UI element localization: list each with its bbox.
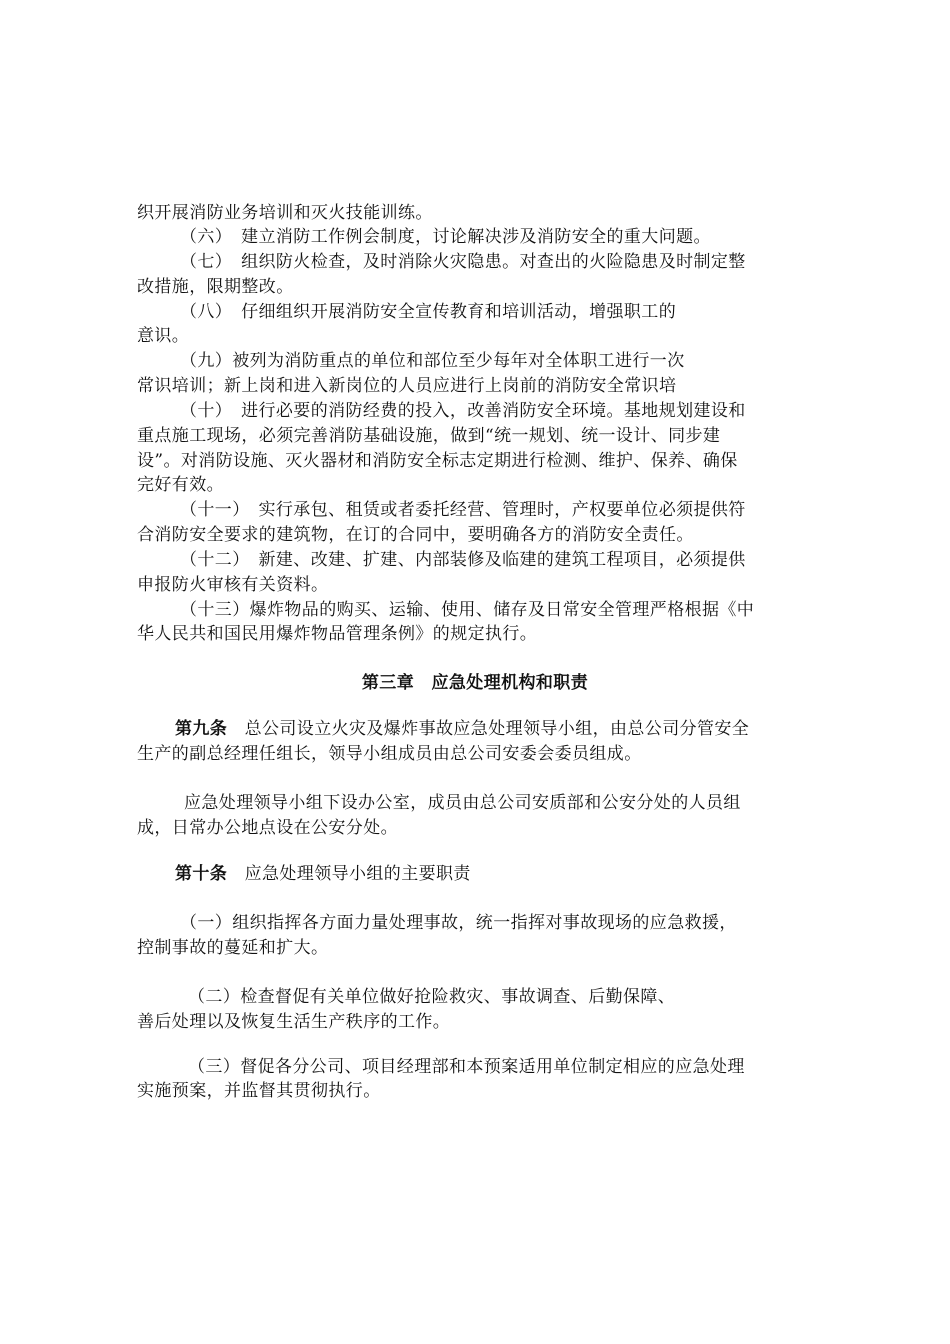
item-7-line: （七） 组织防火检查，及时消除火灾隐患。对查出的火险隐患及时制定整	[180, 252, 746, 272]
text-line: 控制事故的蔓延和扩大。	[137, 938, 329, 958]
item-6-line: （六） 建立消防工作例会制度，讨论解决涉及消防安全的重大问题。	[180, 227, 711, 247]
article-9-para2-line: 应急处理领导小组下设办公室，成员由总公司安质部和公安分处的人员组	[184, 793, 741, 813]
text-line: 重点施工现场，必须完善消防基础设施，做到“统一规划、统一设计、同步建	[137, 426, 721, 446]
text-line: 善后处理以及恢复生活生产秩序的工作。	[137, 1012, 451, 1032]
item-10-line: （十） 进行必要的消防经费的投入，改善消防安全环境。基地规划建设和	[180, 401, 746, 421]
duty-3-line: （三）督促各分公司、项目经理部和本预案适用单位制定相应的应急处理	[188, 1057, 745, 1077]
text-line: 合消防安全要求的建筑物，在订的合同中，要明确各方的消防安全责任。	[137, 525, 694, 545]
text-line: 申报防火审核有关资料。	[137, 575, 329, 595]
text-line: 生产的副总经理任组长，领导小组成员由总公司安委会委员组成。	[137, 744, 642, 764]
chapter-title: 第三章 应急处理机构和职责	[361, 673, 589, 693]
text-line: 改措施，限期整改。	[137, 277, 294, 297]
article-9-first-line	[175, 719, 749, 739]
item-8-line: （八） 仔细组织开展消防安全宣传教育和培训活动，增强职工的	[180, 302, 677, 322]
article-9-label: 第九条	[175, 719, 228, 739]
item-13-line: （十三）爆炸物品的购买、运输、使用、储存及日常安全管理严格根据《中	[180, 600, 755, 620]
duty-1-line: （一）组织指挥各方面力量处理事故，统一指挥对事故现场的应急救援，	[180, 913, 737, 933]
item-11-line: （十一） 实行承包、租赁或者委托经营、管理时，产权要单位必须提供符	[180, 500, 746, 520]
text-line: 完好有效。	[137, 475, 224, 495]
article-10-line	[175, 864, 471, 884]
item-9-line: （九）被列为消防重点的单位和部位至少每年对全体职工进行一次	[180, 351, 685, 371]
text-line: 实施预案，并监督其贯彻执行。	[137, 1081, 381, 1101]
item-12-line: （十二） 新建、改建、扩建、内部装修及临建的建筑工程项目，必须提供	[180, 550, 746, 570]
duty-2-line: （二）检查督促有关单位做好抢险救灾、事故调查、后勤保障、	[188, 987, 676, 1007]
text-line: 华人民共和国民用爆炸物品管理条例》的规定执行。	[137, 624, 538, 644]
text-line: 常识培训；新上岗和进入新岗位的人员应进行上岗前的消防安全常识培	[137, 376, 677, 396]
article-9-text: 总公司设立火灾及爆炸事故应急处理领导小组，由总公司分管安全	[227, 719, 750, 739]
text-line: 织开展消防业务培训和灭火技能训练。	[137, 203, 433, 223]
article-10-label: 第十条	[175, 864, 228, 884]
text-line: 意识。	[137, 326, 190, 346]
text-line: 成，日常办公地点设在公安分处。	[137, 818, 398, 838]
article-10-text: 应急处理领导小组的主要职责	[227, 864, 471, 884]
text-line: 设”。对消防设施、灭火器材和消防安全标志定期进行检测、维护、保养、确保	[137, 451, 738, 471]
